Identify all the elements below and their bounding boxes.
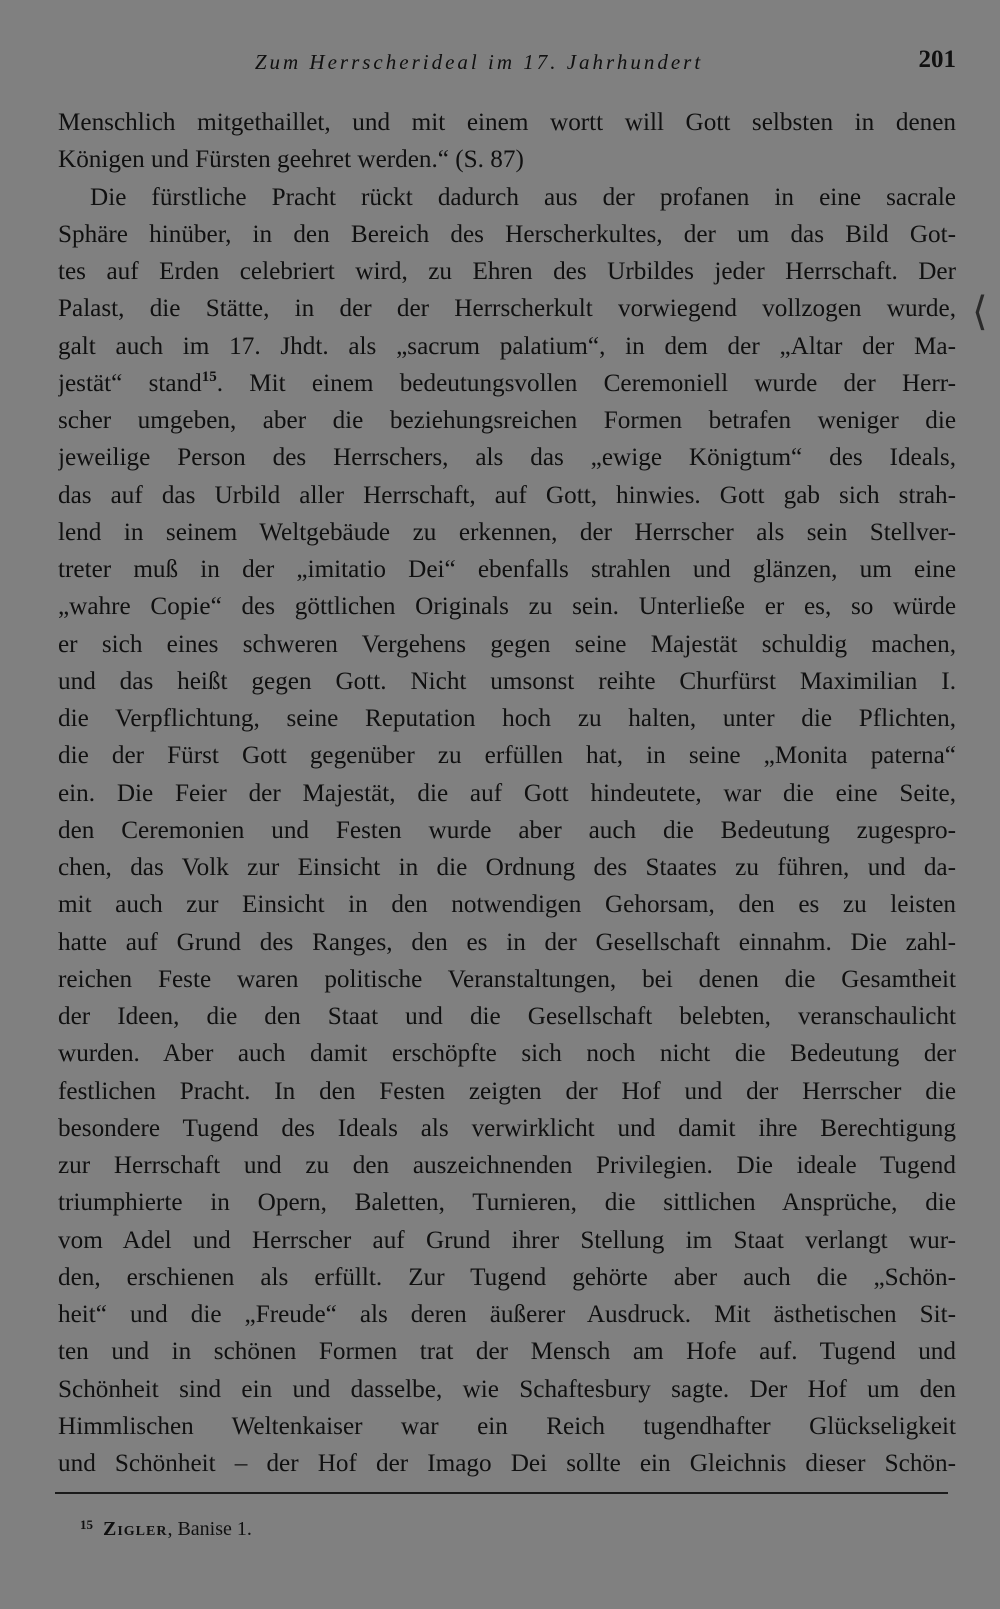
text-line: tes auf Erden celebriert wird, zu Ehren des Urbildes jeder Herrschaft. Der [58, 258, 956, 285]
footnote-author: Zigler [103, 1518, 168, 1540]
text-line: wurden. Aber auch damit erschöpfte sich noch nicht die Bedeutung der [58, 1040, 956, 1068]
text-line: den, erschienen als erfüllt. Zur Tugend gehörte aber auch die „Schön- [58, 1263, 956, 1291]
text-line: Palast, die Stätte, in der der Herrscherkult vorwiegend vollzogen wurde, [58, 295, 956, 323]
text-line: mit auch zur Einsicht in den notwendigen Gehorsam, den es zu leisten [58, 891, 956, 919]
text-line: Sphäre hinüber, in den Bereich des Herscherkultes, der um das Bild Got- [58, 220, 956, 248]
text-line: ten und in schönen Formen trat der Mensch am Hofe auf. Tugend und [58, 1338, 956, 1366]
text-line: die der Fürst Gott gegenüber zu erfüllen hat, in seine „Monita paterna“ [58, 742, 956, 770]
text-line: festlichen Pracht. In den Festen zeigten der Hof und der Herrscher die [58, 1077, 956, 1105]
text-line: ein. Die Feier der Majestät, die auf Gott hindeutete, war die eine Seite, [58, 779, 956, 807]
text-line: Königen und Fürsten geehret werden.“ (S. 87) [58, 146, 524, 174]
text-line: Die fürstliche Pracht rückt dadurch aus der profanen in eine sacrale [90, 183, 956, 211]
text-line: und das heißt gegen Gott. Nicht umsonst reihte Churfürst Maximilian I. [58, 667, 956, 695]
footnote-text: , Banise 1. [167, 1518, 252, 1540]
text-segment: . Mit einem bedeutungsvollen Ceremoniell wurde der Herr- [216, 369, 956, 397]
text-line: die Verpflichtung, seine Reputation hoch zu halten, unter die Pflichten, [58, 705, 956, 732]
text-line: lend in seinem Weltgebäude zu erkennen, der Herrscher als sein Stellver- [58, 518, 956, 546]
text-line: Menschlich mitgethaillet, und mit einem wortt will Gott selbsten in denen [58, 109, 956, 136]
body-text [58, 104, 956, 1482]
text-line: jeweilige Person des Herrschers, als das „ewige Königtum“ des Ideals, [58, 444, 956, 472]
text-line: er sich eines schweren Vergehens gegen seine Majestät schuldig machen, [58, 630, 956, 658]
text-line: scher umgeben, aber die beziehungsreichen Formen betrafen weniger die [58, 407, 956, 434]
text-line-with-footnote-ref [58, 365, 956, 402]
text-line: hatte auf Grund des Ranges, den es in der Gesellschaft einnahm. Die zahl- [58, 928, 956, 956]
text-line: „wahre Copie“ des göttlichen Originals zu sein. Unterließe er es, so würde [58, 593, 956, 621]
text-line: triumphierte in Opern, Baletten, Turnieren, die sittlichen Ansprüche, die [58, 1189, 956, 1217]
running-head [58, 46, 956, 86]
footnote-reference[interactable]: 15 [201, 368, 217, 385]
text-line: der Ideen, die den Staat und die Gesellschaft belebten, veranschaulicht [58, 1003, 956, 1030]
footnote [80, 1510, 252, 1544]
text-line: treter muß in der „imitatio Dei“ ebenfalls strahlen und glänzen, um eine [58, 556, 956, 583]
text-line: zur Herrschaft und zu den auszeichnenden Privilegien. Die ideale Tugend [58, 1152, 956, 1179]
text-line: reichen Feste waren politische Veranstaltungen, bei denen die Gesamtheit [58, 965, 956, 993]
margin-annotation: ⟨ [972, 289, 988, 334]
running-head-title: Zum Herrscherideal im 17. Jahrhundert [254, 50, 704, 74]
page-number: 201 [918, 46, 956, 73]
text-line: besondere Tugend des Ideals als verwirklicht und damit ihre Berechtigung [58, 1114, 956, 1142]
text-line: das auf das Urbild aller Herrschaft, auf Gott, hinwies. Gott gab sich strah- [58, 481, 956, 509]
text-segment: jestät“ stand [58, 369, 202, 397]
text-line: den Ceremonien und Festen wurde aber auch die Bedeutung zugespro- [58, 816, 956, 844]
text-line: galt auch im 17. Jhdt. als „sacrum palatium“, in dem der „Altar der Ma- [58, 332, 956, 360]
text-line: vom Adel und Herrscher auf Grund ihrer Stellung im Staat verlangt wur- [58, 1226, 956, 1254]
text-line: und Schönheit – der Hof der Imago Dei sollte ein Gleichnis dieser Schön- [58, 1450, 956, 1477]
text-line: chen, das Volk zur Einsicht in die Ordnung des Staates zu führen, und da- [58, 854, 956, 881]
footnote-divider [55, 1492, 948, 1494]
text-line: Schönheit sind ein und dasselbe, wie Schaftesbury sagte. Der Hof um den [58, 1375, 956, 1403]
text-line: heit“ und die „Freude“ als deren äußerer Ausdruck. Mit ästhetischen Sit- [58, 1301, 956, 1328]
text-line: Himmlischen Weltenkaiser war ein Reich tugendhafter Glückseligkeit [58, 1412, 956, 1440]
footnote-number: 15 [80, 1517, 93, 1532]
